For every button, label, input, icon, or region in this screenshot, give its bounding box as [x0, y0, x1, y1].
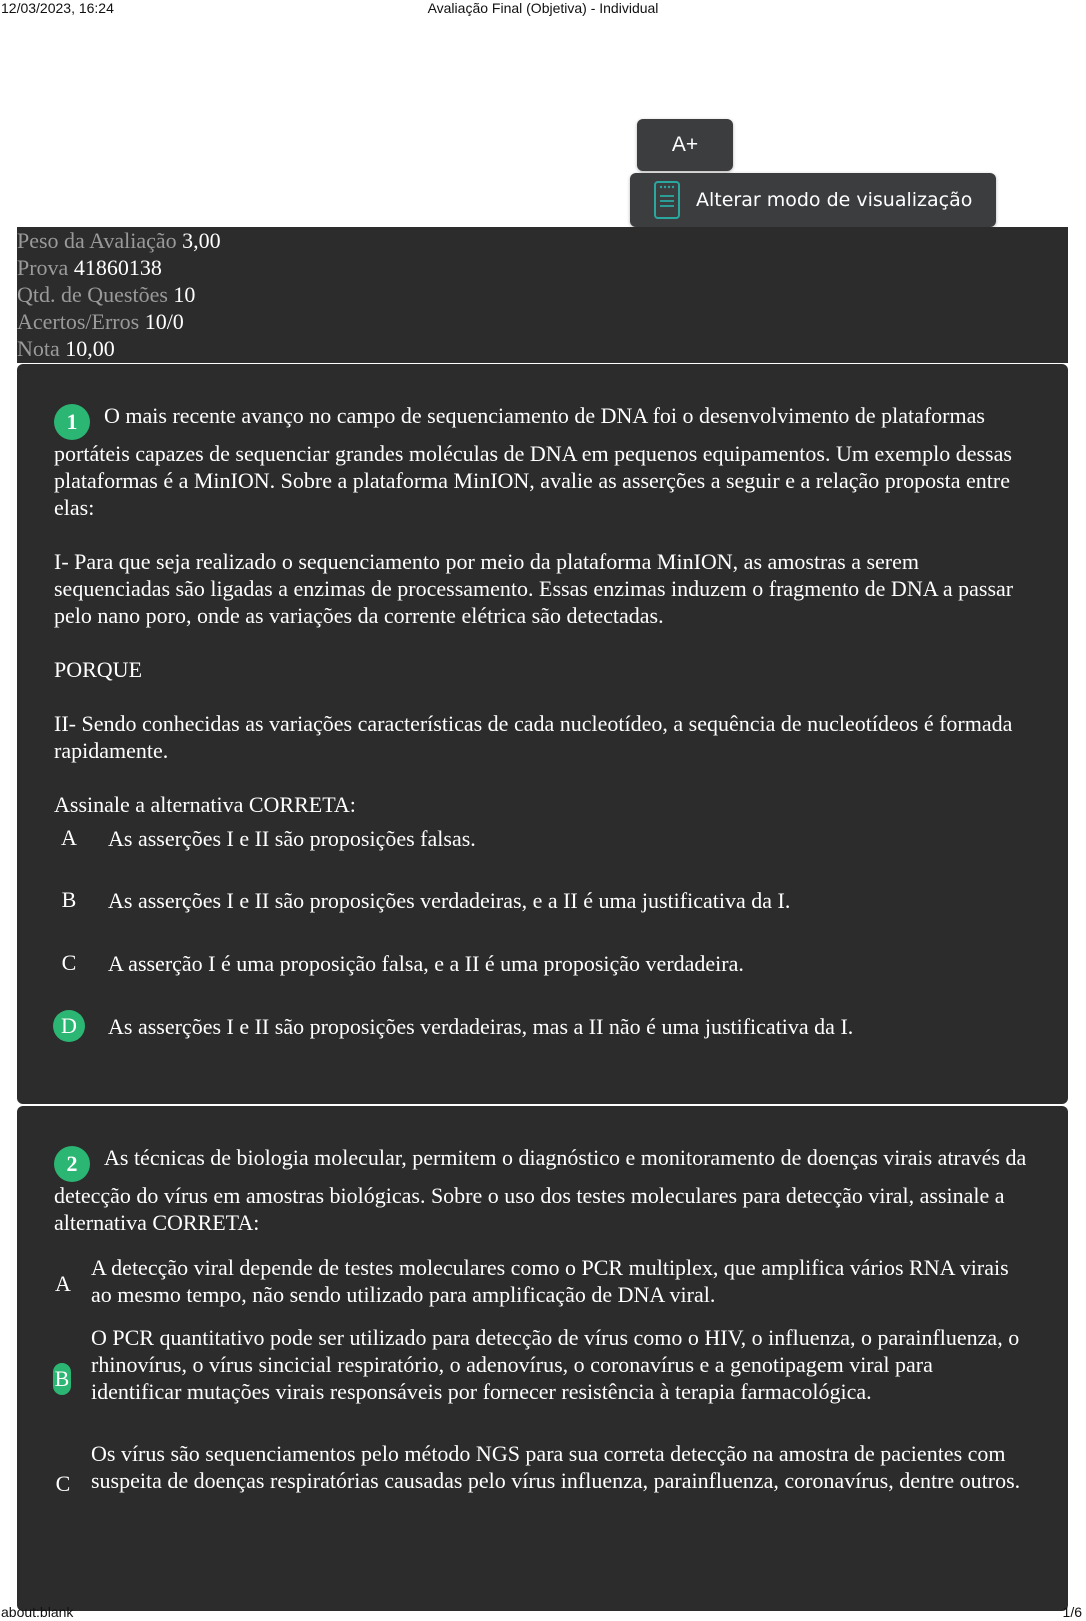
assertion-one: I- Para que seja realizado o sequenciamento por meio da plataforma MinION, as amostras a serem sequenciadas são ligadas a enzimas de processamento. Essas enzimas induzem o fragmento de DNA a passar pelo nano poro, onde as variações da corrente elétrica são detectadas. [54, 549, 1014, 628]
summary-weight [17, 227, 1068, 254]
option-letter: B [61, 887, 77, 912]
option-letter-correct: B [53, 1363, 71, 1395]
change-view-mode-button[interactable] [630, 173, 996, 227]
hits-value: 10/0 [144, 309, 184, 334]
summary-hits [17, 308, 1068, 335]
option-text: A detecção viral depende de testes moleculares como o PCR multiplex, que amplifica vários RNA virais ao mesmo tempo, não sendo utilizado para amplificação de DNA viral. [91, 1255, 1009, 1307]
print-footer [0, 1603, 1086, 1621]
option-a[interactable] [53, 1254, 1028, 1314]
print-title: Avaliação Final (Objetiva) - Individual [427, 0, 659, 16]
question-statement-text: As técnicas de biologia molecular, permitem o diagnóstico e monitoramento de doenças virais através da detecção do vírus em amostras biológicas. Sobre o uso dos testes moleculares para detecção viral, assinale a alternativa CORRETA: [54, 1145, 1027, 1235]
option-text: As asserções I e II são proposições verdadeiras, e a II é uma justificativa da I. [108, 888, 791, 913]
exam-value: 41860138 [73, 255, 162, 280]
print-header [0, 0, 1086, 18]
option-b[interactable] [53, 1324, 1028, 1434]
summary-exam [17, 254, 1068, 281]
question-statement [54, 1144, 1028, 1236]
option-c[interactable] [53, 1440, 1028, 1524]
weight-label: Peso da Avaliação [17, 228, 177, 253]
question-card [17, 1106, 1068, 1611]
option-text: A asserção I é uma proposição falsa, e a II é uma proposição verdadeira. [108, 951, 744, 976]
option-text: As asserções I e II são proposições falsas. [108, 826, 476, 851]
option-text: As asserções I e II são proposições verdadeiras, mas a II não é uma justificativa da I. [108, 1014, 854, 1039]
grade-label: Nota [17, 336, 60, 361]
question-number-badge: 1 [54, 404, 90, 440]
option-letter: A [61, 825, 77, 850]
grade-value: 10,00 [65, 336, 115, 361]
exam-label: Prova [17, 255, 69, 280]
question-card [17, 364, 1068, 1104]
option-letter: A [55, 1271, 71, 1296]
questions-label: Qtd. de Questões [17, 282, 168, 307]
option-letter: C [61, 950, 77, 975]
print-url: about:blank [1, 1604, 74, 1620]
questions-value: 10 [173, 282, 196, 307]
document-icon [654, 181, 680, 219]
question-number-badge: 2 [54, 1146, 90, 1182]
print-datetime: 12/03/2023, 16:24 [1, 0, 114, 16]
option-letter-correct: D [53, 1010, 85, 1042]
evaluation-summary [17, 227, 1068, 363]
question-body [54, 402, 1028, 818]
question-statement [54, 402, 1028, 521]
question-prompt: Assinale a alternativa CORRETA: [54, 792, 356, 817]
increase-font-button[interactable] [637, 119, 733, 171]
assertion-connector: PORQUE [54, 657, 143, 682]
question-body [54, 1144, 1028, 1236]
option-letter: C [55, 1471, 71, 1496]
option-text: Os vírus são sequenciamentos pelo método NGS para sua correta detecção na amostra de pacientes com suspeita de doenças respiratórias causadas pelo vírus influenza, parainfluenza, coronavírus, dentre outros. [91, 1441, 1021, 1493]
question-statement-text: O mais recente avanço no campo de sequenciamento de DNA foi o desenvolvimento de plataformas portáteis capazes de sequenciar grandes moléculas de DNA em pequenos equipamentos. Um exemplo dessas plataformas é a MinION. Sobre a plataforma MinION, avalie as asserções a seguir e a relação proposta entre elas: [54, 403, 1012, 520]
option-text: O PCR quantitativo pode ser utilizado para detecção de vírus como o HIV, o influenza, o parainfluenza, o rhinovírus, o vírus sincicial respiratório, o adenovírus, o coronavírus e a genotipagem viral para identificar mutações virais responsáveis por fornecer resistência à terapia farmacológica. [91, 1325, 1020, 1404]
change-view-mode-label: Alterar modo de visualização [696, 189, 973, 211]
summary-grade [17, 335, 1068, 362]
assertion-two: II- Sendo conhecidas as variações características de cada nucleotídeo, a sequência de nucleotídeos é formada rapidamente. [54, 711, 1013, 763]
hits-label: Acertos/Erros [17, 309, 140, 334]
summary-questions [17, 281, 1068, 308]
increase-font-label: A+ [671, 133, 699, 156]
print-page-number: 1/6 [1062, 1604, 1082, 1620]
weight-value: 3,00 [182, 228, 221, 253]
